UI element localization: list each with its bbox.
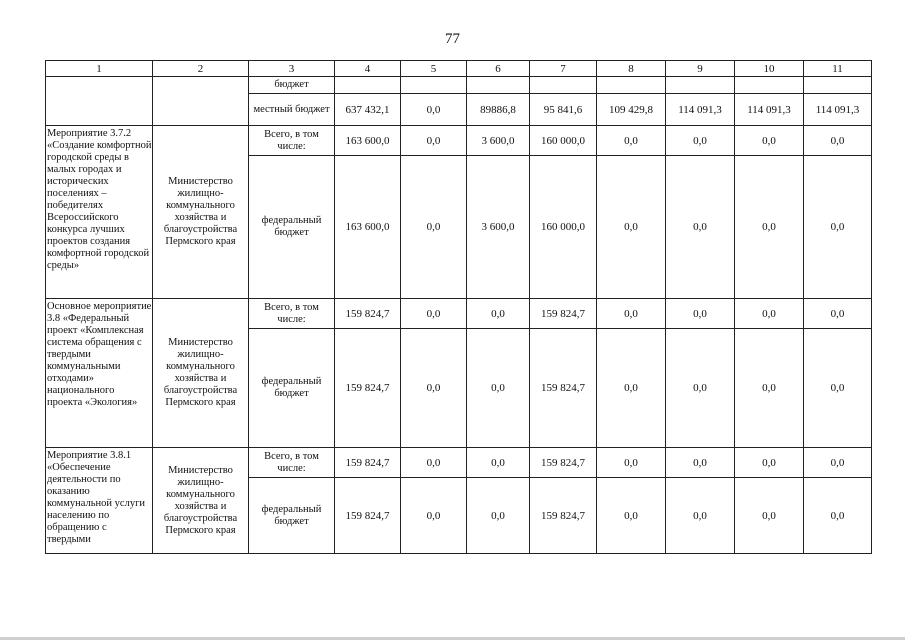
- value-cell: 0,0: [597, 156, 666, 299]
- value-cell: 0,0: [597, 448, 666, 478]
- value-cell: 159 824,7: [530, 329, 597, 448]
- value-cell: 0,0: [735, 156, 804, 299]
- column-header: 1: [46, 61, 153, 77]
- value-cell: 3 600,0: [467, 156, 530, 299]
- value-cell: 0,0: [401, 94, 467, 126]
- value-cell: 0,0: [735, 126, 804, 156]
- value-cell-empty: [467, 77, 530, 94]
- activity-name-cell: Основное мероприятие 3.8 «Федеральный проект «Комплексная система обращения с твердыми коммунальными отходами» национального проекта «Экология»: [46, 299, 153, 448]
- page-number: 77: [445, 31, 460, 47]
- column-header: 7: [530, 61, 597, 77]
- value-cell: 159 824,7: [530, 478, 597, 554]
- value-cell: 0,0: [467, 448, 530, 478]
- source-cell: Всего, в том числе:: [249, 448, 335, 478]
- value-cell: 0,0: [467, 478, 530, 554]
- name-cell-empty: [46, 77, 153, 126]
- value-cell: 160 000,0: [530, 126, 597, 156]
- executor-cell: Министерство жилищно-коммунального хозяйства и благоустройства Пермского края: [153, 448, 249, 554]
- value-cell: 159 824,7: [530, 448, 597, 478]
- value-cell: 159 824,7: [335, 448, 401, 478]
- value-cell: 114 091,3: [804, 94, 872, 126]
- budget-table: [45, 60, 872, 554]
- value-cell: 163 600,0: [335, 156, 401, 299]
- source-cell: Всего, в том числе:: [249, 299, 335, 329]
- table-row: [46, 299, 872, 329]
- value-cell-empty: [335, 77, 401, 94]
- value-cell-empty: [530, 77, 597, 94]
- value-cell-empty: [597, 77, 666, 94]
- value-cell: 0,0: [735, 299, 804, 329]
- value-cell: 114 091,3: [666, 94, 735, 126]
- value-cell: 0,0: [735, 329, 804, 448]
- value-cell: 637 432,1: [335, 94, 401, 126]
- value-cell: 0,0: [666, 126, 735, 156]
- value-cell: 0,0: [401, 329, 467, 448]
- value-cell: 0,0: [735, 478, 804, 554]
- value-cell: 159 824,7: [335, 329, 401, 448]
- activity-name-cell: Мероприятие 3.8.1 «Обеспечение деятельности по оказанию коммунальной услуги населению по обращению с твердыми: [46, 448, 153, 554]
- value-cell: 0,0: [597, 126, 666, 156]
- source-cell: Всего, в том числе:: [249, 126, 335, 156]
- value-cell: 0,0: [804, 126, 872, 156]
- column-header: 4: [335, 61, 401, 77]
- value-cell: 0,0: [597, 329, 666, 448]
- source-cell: федеральный бюджет: [249, 156, 335, 299]
- value-cell: 0,0: [735, 448, 804, 478]
- value-cell: 0,0: [401, 156, 467, 299]
- value-cell: 0,0: [666, 299, 735, 329]
- table-row: [46, 77, 872, 94]
- column-header: 9: [666, 61, 735, 77]
- value-cell: 0,0: [401, 126, 467, 156]
- value-cell: 0,0: [401, 478, 467, 554]
- value-cell: 0,0: [666, 156, 735, 299]
- value-cell: 160 000,0: [530, 156, 597, 299]
- value-cell: 109 429,8: [597, 94, 666, 126]
- table-row: [46, 61, 872, 77]
- source-cell: федеральный бюджет: [249, 478, 335, 554]
- value-cell: 0,0: [804, 299, 872, 329]
- value-cell: 114 091,3: [735, 94, 804, 126]
- column-header: 10: [735, 61, 804, 77]
- value-cell: 0,0: [401, 299, 467, 329]
- value-cell: 163 600,0: [335, 126, 401, 156]
- column-header: 5: [401, 61, 467, 77]
- value-cell: 0,0: [804, 478, 872, 554]
- column-header: 8: [597, 61, 666, 77]
- executor-cell-empty: [153, 77, 249, 126]
- value-cell: 0,0: [597, 478, 666, 554]
- value-cell: 0,0: [804, 156, 872, 299]
- column-header: 6: [467, 61, 530, 77]
- value-cell: 0,0: [666, 448, 735, 478]
- value-cell-empty: [666, 77, 735, 94]
- column-header: 3: [249, 61, 335, 77]
- column-header: 11: [804, 61, 872, 77]
- value-cell: 0,0: [597, 299, 666, 329]
- value-cell-empty: [804, 77, 872, 94]
- executor-cell: Министерство жилищно-коммунального хозяйства и благоустройства Пермского края: [153, 126, 249, 299]
- value-cell: 159 824,7: [335, 299, 401, 329]
- value-cell-empty: [401, 77, 467, 94]
- value-cell: 0,0: [804, 329, 872, 448]
- value-cell: 159 824,7: [530, 299, 597, 329]
- table-row: [46, 448, 872, 478]
- source-cell: местный бюджет: [249, 94, 335, 126]
- value-cell: 0,0: [804, 448, 872, 478]
- value-cell: 159 824,7: [335, 478, 401, 554]
- value-cell: 0,0: [401, 448, 467, 478]
- executor-cell: Министерство жилищно-коммунального хозяйства и благоустройства Пермского края: [153, 299, 249, 448]
- table-row: [46, 126, 872, 156]
- value-cell: 95 841,6: [530, 94, 597, 126]
- activity-name-cell: Мероприятие 3.7.2 «Создание комфортной городской среды в малых городах и исторических поселениях – победителях Всероссийского конкурса лучших проектов создания комфортной городской среды»: [46, 126, 153, 299]
- value-cell: 89886,8: [467, 94, 530, 126]
- value-cell: 0,0: [467, 329, 530, 448]
- source-cell: бюджет: [249, 77, 335, 94]
- value-cell: 0,0: [467, 299, 530, 329]
- value-cell-empty: [735, 77, 804, 94]
- source-cell: федеральный бюджет: [249, 329, 335, 448]
- column-header: 2: [153, 61, 249, 77]
- value-cell: 0,0: [666, 478, 735, 554]
- value-cell: 3 600,0: [467, 126, 530, 156]
- value-cell: 0,0: [666, 329, 735, 448]
